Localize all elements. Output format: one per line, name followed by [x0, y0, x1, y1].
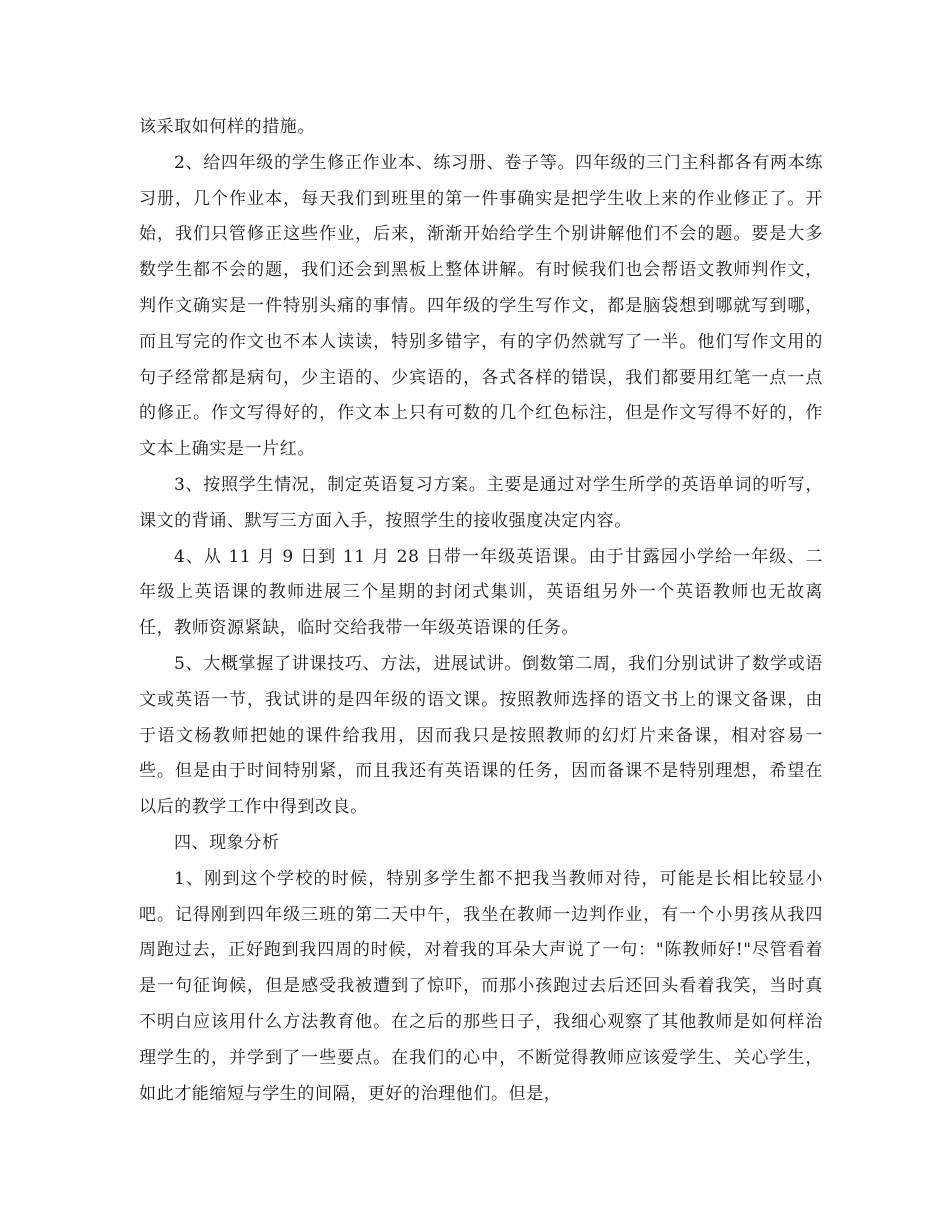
paragraph-item-4: 4、从 11 月 9 日到 11 月 28 日带一年级英语课。由于甘露园小学给一年级、二年级上英语课的教师进展三个星期的封闭式集训，英语组另外一个英语教师也无故离任，教师资源紧缺，临时交给我带一年级英语课的任务。 — [139, 546, 823, 639]
paragraph-continuation: 该采取如何样的措施。 — [139, 117, 315, 137]
paragraph-item-3: 3、按照学生情况，制定英语复习方案。主要是通过对学生所学的英语单词的听写，课文的背诵、默写三方面入手，按照学生的接收强度决定内容。 — [139, 474, 823, 531]
paragraph-item-5: 5、大概掌握了讲课技巧、方法，进展试讲。倒数第二周，我们分别试讲了数学或语文或英语一节，我试讲的是四年级的语文课。按照教师选择的语文书上的课文备课，由于语文杨教师把她的课件给我用，因而我只是按照教师的幻灯片来备课，相对容易一些。但是由于时间特别紧，而且我还有英语课的任务，因而备课不是特别理想，希望在以后的教学工作中得到改良。 — [139, 653, 823, 818]
section-heading-analysis: 四、现象分析 — [174, 832, 280, 853]
paragraph-analysis-1: 1、刚到这个学校的时候，特别多学生都不把我当教师对待，可能是长相比较显小吧。记得刚到四年级三班的第二天中午，我坐在教师一边判作业，有一个小男孩从我四周跑过去，正好跑到我四周的时候，对着我的耳朵大声说了一句："陈教师好!"尽管看着是一句征询候，但是感受我被遭到了惊吓，而那小孩跑过去后还回头看着我笑，当时真不明白应该用什么方法教育他。在之后的那些日子，我细心观察了其他教师是如何样治理学生的，并学到了一些要点。在我们的心中，不断觉得教师应该爱学生、关心学生，如此才能缩短与学生的间隔，更好的治理他们。但是， — [139, 868, 823, 1104]
paragraph-item-2: 2、给四年级的学生修正作业本、练习册、卷子等。四年级的三门主科都各有两本练习册，几个作业本，每天我们到班里的第一件事确实是把学生收上来的作业修正了。开始，我们只管修正这些作业，后来，渐渐开始给学生个别讲解他们不会的题。要是大多数学生都不会的题，我们还会到黑板上整体讲解。有时候我们也会帮语文教师判作文，判作文确实是一件特别头痛的事情。四年级的学生写作文，都是脑袋想到哪就写到哪，而且写完的作文也不本人读读，特别多错字，有的字仍然就写了一半。他们写作文用的句子经常都是病句，少主语的、少宾语的，各式各样的错误，我们都要用红笔一点一点的修正。作文写得好的，作文本上只有可数的几个红色标注，但是作文写得不好的，作文本上确实是一片红。 — [139, 152, 823, 460]
document-body — [139, 110, 823, 1112]
